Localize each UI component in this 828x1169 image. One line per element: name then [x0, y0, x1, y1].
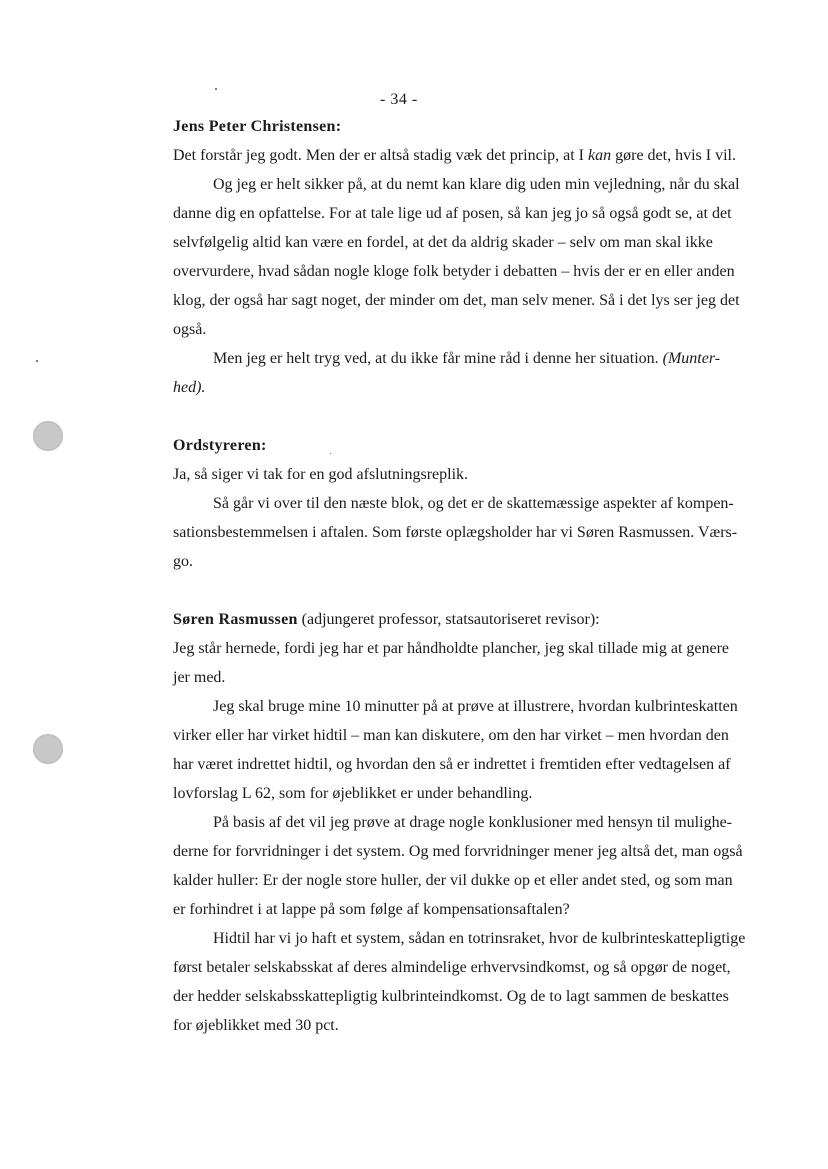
scan-speck — [215, 88, 217, 90]
paragraph: Jeg skal bruge mine 10 minutter på at prøve at illustrere, hvordan kulbrinteskatten virker eller har virket hidtil – man kan diskutere, om den har virket – men hvordan den har været indrettet hidtil, og hvordan den så er indrettet i fremtiden efter vedtagelsen af lovforslag L 62, som for øjeblikket er under behandling. — [173, 698, 738, 802]
speaker-heading: Søren Rasmussen (adjungeret professor, statsautoriseret revisor): — [173, 611, 600, 628]
paragraph: Det forstår jeg godt. Men der er altså stadig væk det princip, at I kan gøre det, hvis I vil. — [173, 147, 736, 164]
paragraph: Jeg står hernede, fordi jeg har et par håndholdte plancher, jeg skal tillade mig at genere jer med. — [173, 640, 730, 686]
paragraph: Ja, så siger vi tak for en god afslutningsreplik. — [173, 466, 469, 483]
paragraph: Hidtil har vi jo haft et system, sådan en totrinsraket, hvor de kulbrinteskattepligtige først betaler selskabsskat af deres almindelige erhvervsindkomst, og så opgør de noget, der hedder selskabsskattepligtig kulbrinteindkomst. Og de to lagt sammen de beskattes for øjeblikket med 30 pct. — [173, 930, 746, 1034]
page-number: - 34 - — [380, 91, 418, 108]
paragraph: På basis af det vil jeg prøve at drage nogle konklusioner med hensyn til mulighe- derne for forvridninger i det system. Og med forvridninger mener jeg altså det, man også kalder huller: Er der nogle store huller, der vil dukke op et eller andet sted, og som man er forhindret i at lappe på som følge af kompensationsaftalen? — [173, 814, 743, 918]
transcript-body — [173, 112, 769, 1040]
speaker-heading: Jens Peter Christensen: — [173, 118, 342, 135]
paragraph: Og jeg er helt sikker på, at du nemt kan klare dig uden min vejledning, når du skal danne dig en opfattelse. For at tale lige ud af posen, så kan jeg jo så også godt se, at det selvfølgelig altid kan være en fordel, at det da aldrig skader – selv om man skal ikke overvurdere, hvad sådan nogle kloge folk betyder i debatten – hvis der er en eller anden klog, der også har sagt noget, der minder om det, man selv mener. Så i det lys ser jeg det også. — [173, 176, 740, 338]
paragraph: Så går vi over til den næste blok, og det er de skattemæssige aspekter af kompen- sationsbestemmelsen i aftalen. Som første oplægsholder har vi Søren Rasmussen. Værs- go. — [173, 495, 738, 570]
scan-speck — [36, 360, 38, 362]
punch-hole — [33, 421, 63, 451]
punch-hole — [33, 734, 63, 764]
paragraph: Men jeg er helt tryg ved, at du ikke får mine råd i denne her situation. (Munter- hed). — [173, 350, 721, 396]
speaker-heading: Ordstyreren: — [173, 437, 267, 454]
